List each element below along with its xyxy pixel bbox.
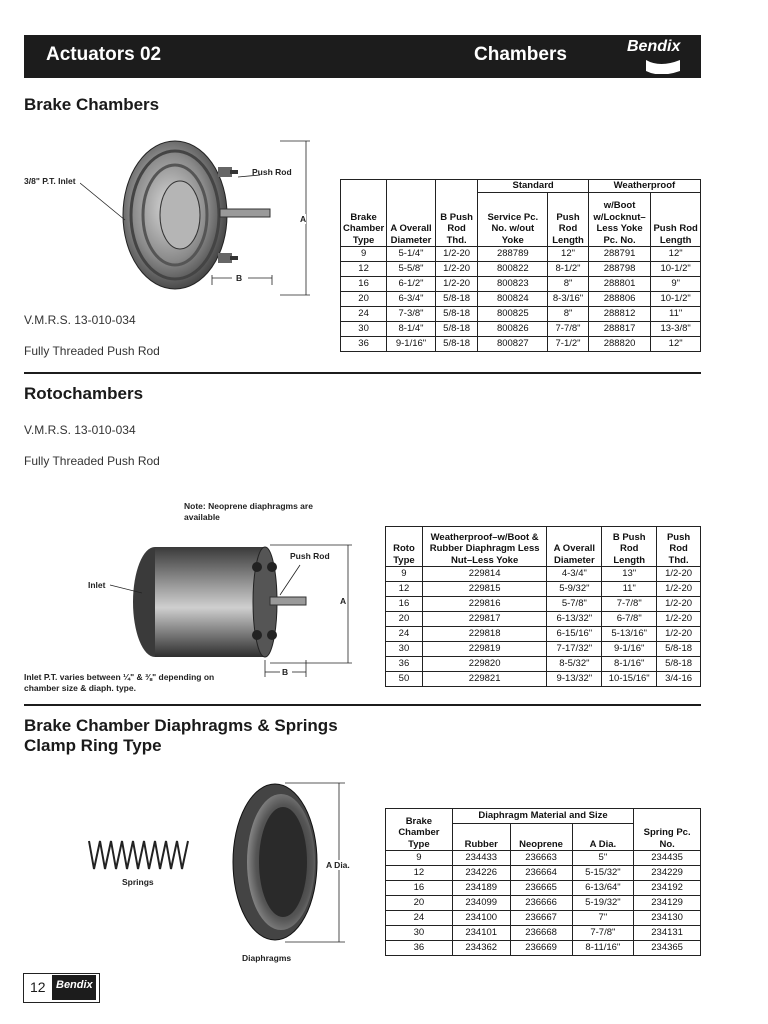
- table-cell: 236664: [510, 866, 572, 881]
- table-row: [341, 337, 701, 352]
- table-cell: 234229: [634, 866, 701, 881]
- table-cell: 7-7/8": [548, 322, 589, 337]
- table-row: [386, 657, 701, 672]
- dimension-b-label: B: [236, 273, 243, 283]
- table-cell: 234099: [452, 896, 510, 911]
- page-header: [24, 35, 701, 78]
- table-row: [386, 926, 701, 941]
- table-cell: 234189: [452, 881, 510, 896]
- table-cell: 1/2-20: [657, 627, 701, 642]
- table-cell: 229817: [422, 612, 547, 627]
- footer-logo-wordmark: Bendix: [56, 979, 93, 991]
- col-header: A Overall Diameter: [547, 527, 602, 567]
- table-cell: 10-15/16": [602, 672, 657, 687]
- table-cell: 234362: [452, 941, 510, 956]
- springs-label: Springs: [122, 877, 154, 887]
- table-cell: 10-1/2": [651, 262, 701, 277]
- table-cell: 236666: [510, 896, 572, 911]
- col-header: Push Rod Length: [548, 193, 589, 247]
- table-cell: 30: [386, 642, 423, 657]
- table-cell: 7": [572, 911, 634, 926]
- table-cell: 5-15/32": [572, 866, 634, 881]
- table-cell: 3/4-16: [657, 672, 701, 687]
- table-row: [386, 881, 701, 896]
- col-header: Brake Chamber Type: [386, 809, 453, 851]
- brake-chambers-heading: Brake Chambers: [24, 95, 160, 114]
- table-cell: 11": [651, 307, 701, 322]
- col-header: w/Boot w/Locknut– Less Yoke Pc. No.: [588, 193, 650, 247]
- table-row: [386, 642, 701, 657]
- col-header: A Overall Diameter: [387, 180, 436, 247]
- roto-dimension-b-label: B: [282, 667, 289, 677]
- col-header: Rubber: [452, 824, 510, 851]
- table-cell: 12": [651, 337, 701, 352]
- page-number: 12: [30, 979, 46, 995]
- table-cell: 234433: [452, 851, 510, 866]
- table-cell: 12: [341, 262, 387, 277]
- table-cell: 30: [341, 322, 387, 337]
- table-cell: 800825: [478, 307, 548, 322]
- table-cell: 234129: [634, 896, 701, 911]
- a-dia-label: A Dia.: [326, 860, 350, 870]
- table-cell: 5-7/8": [547, 597, 602, 612]
- col-header: Push Rod Thd.: [657, 527, 701, 567]
- brake-chambers-vmrs: V.M.R.S. 13-010-034: [24, 313, 136, 327]
- table-row: [386, 597, 701, 612]
- roto-dimension-a-label: A: [340, 596, 347, 606]
- section-divider: [24, 704, 701, 706]
- table-cell: 234435: [634, 851, 701, 866]
- table-cell: 6-13/32": [547, 612, 602, 627]
- table-cell: 5/8-18: [435, 337, 478, 352]
- table-cell: 234365: [634, 941, 701, 956]
- diaphragms-heading-line2: Clamp Ring Type: [24, 736, 162, 755]
- group-header-standard: Standard: [478, 180, 588, 193]
- inlet-size-note: Inlet P.T. varies between ¼" & ⅜" depending on chamber size & diaph. type.: [24, 672, 215, 693]
- table-cell: 236663: [510, 851, 572, 866]
- table-cell: 5/8-18: [435, 322, 478, 337]
- brake-chamber-photo: [80, 135, 320, 300]
- rotochambers-note: Fully Threaded Push Rod: [24, 454, 160, 468]
- table-cell: 229819: [422, 642, 547, 657]
- table-cell: 8-1/4": [387, 322, 436, 337]
- section-divider: [24, 372, 701, 374]
- table-row: [386, 627, 701, 642]
- table-cell: 7-1/2": [548, 337, 589, 352]
- table-row: [386, 567, 701, 582]
- table-cell: 800827: [478, 337, 548, 352]
- table-cell: 1/2-20: [657, 612, 701, 627]
- diaphragms-heading-line1: Brake Chamber Diaphragms & Springs: [24, 716, 338, 735]
- brake-chambers-note: Fully Threaded Push Rod: [24, 344, 160, 358]
- roto-inlet-label: Inlet: [88, 580, 106, 590]
- table-cell: 20: [386, 896, 453, 911]
- col-header: Spring Pc. No.: [634, 809, 701, 851]
- table-cell: 8-1/2": [548, 262, 589, 277]
- table-cell: 12": [651, 247, 701, 262]
- group-header-weatherproof: Weatherproof: [588, 180, 700, 193]
- table-cell: 5-1/4": [387, 247, 436, 262]
- table-row: [341, 262, 701, 277]
- table-cell: 16: [386, 597, 423, 612]
- table-cell: 6-15/16": [547, 627, 602, 642]
- table-cell: 229816: [422, 597, 547, 612]
- table-cell: 234100: [452, 911, 510, 926]
- table-cell: 12": [548, 247, 589, 262]
- table-cell: 20: [386, 612, 423, 627]
- diaphragms-heading: [24, 716, 338, 756]
- table-row: [341, 292, 701, 307]
- table-cell: 6-7/8": [602, 612, 657, 627]
- table-cell: 800826: [478, 322, 548, 337]
- table-cell: 13": [602, 567, 657, 582]
- table-cell: 234131: [634, 926, 701, 941]
- table-row: [341, 307, 701, 322]
- table-cell: 234130: [634, 911, 701, 926]
- table-cell: 9": [651, 277, 701, 292]
- table-cell: 288798: [588, 262, 650, 277]
- table-cell: 7-3/8": [387, 307, 436, 322]
- table-cell: 1/2-20: [435, 247, 478, 262]
- table-cell: 10-1/2": [651, 292, 701, 307]
- table-cell: 5/8-18: [657, 657, 701, 672]
- table-cell: 9-1/16": [387, 337, 436, 352]
- table-cell: 6-3/4": [387, 292, 436, 307]
- spring-photo: [85, 835, 195, 875]
- table-cell: 6-1/2": [387, 277, 436, 292]
- table-cell: 8-3/16": [548, 292, 589, 307]
- table-cell: 288801: [588, 277, 650, 292]
- table-cell: 800823: [478, 277, 548, 292]
- table-cell: 236665: [510, 881, 572, 896]
- table-cell: 800824: [478, 292, 548, 307]
- table-cell: 12: [386, 582, 423, 597]
- logo-wordmark: Bendix: [627, 38, 681, 55]
- table-cell: 229820: [422, 657, 547, 672]
- table-row: [341, 322, 701, 337]
- rotochambers-vmrs: V.M.R.S. 13-010-034: [24, 423, 136, 437]
- neoprene-note: Note: Neoprene diaphragms are available: [184, 501, 313, 522]
- table-cell: 5/8-18: [435, 307, 478, 322]
- table-cell: 36: [386, 657, 423, 672]
- table-row: [386, 612, 701, 627]
- col-header: Push Rod Length: [651, 193, 701, 247]
- col-header: Service Pc. No. w/out Yoke: [478, 193, 548, 247]
- table-cell: 288789: [478, 247, 548, 262]
- table-cell: 236668: [510, 926, 572, 941]
- table-cell: 12: [386, 866, 453, 881]
- table-cell: 229814: [422, 567, 547, 582]
- table-row: [386, 941, 701, 956]
- table-cell: 288806: [588, 292, 650, 307]
- table-cell: 5/8-18: [657, 642, 701, 657]
- table-cell: 30: [386, 926, 453, 941]
- table-cell: 8-11/16": [572, 941, 634, 956]
- brake-chambers-table: [340, 179, 701, 352]
- table-cell: 50: [386, 672, 423, 687]
- logo-swoosh-icon: [624, 38, 686, 74]
- category-title: Chambers: [474, 44, 567, 65]
- inlet-label: 3/8" P.T. Inlet: [24, 176, 76, 186]
- table-cell: 5-5/8": [387, 262, 436, 277]
- table-cell: 8-1/16": [602, 657, 657, 672]
- table-cell: 288791: [588, 247, 650, 262]
- table-cell: 24: [386, 627, 423, 642]
- col-header: B Push Rod Length: [602, 527, 657, 567]
- table-cell: 1/2-20: [657, 582, 701, 597]
- table-cell: 7-17/32": [547, 642, 602, 657]
- table-cell: 4-3/4": [547, 567, 602, 582]
- table-cell: 288817: [588, 322, 650, 337]
- table-cell: 229821: [422, 672, 547, 687]
- table-cell: 229815: [422, 582, 547, 597]
- table-cell: 288812: [588, 307, 650, 322]
- col-header: Roto Type: [386, 527, 423, 567]
- table-cell: 11": [602, 582, 657, 597]
- table-cell: 16: [386, 881, 453, 896]
- table-cell: 9: [341, 247, 387, 262]
- push-rod-label: Push Rod: [252, 167, 292, 177]
- col-header: Neoprene: [510, 824, 572, 851]
- footer-bendix-logo: [52, 975, 96, 1000]
- table-cell: 13-3/8": [651, 322, 701, 337]
- table-row: [341, 277, 701, 292]
- bendix-logo: [624, 38, 686, 74]
- table-cell: 234226: [452, 866, 510, 881]
- table-cell: 5": [572, 851, 634, 866]
- table-row: [386, 866, 701, 881]
- table-cell: 236669: [510, 941, 572, 956]
- table-cell: 234101: [452, 926, 510, 941]
- table-row: [386, 911, 701, 926]
- section-title: Actuators 02: [46, 44, 162, 65]
- table-cell: 5-9/32": [547, 582, 602, 597]
- table-cell: 1/2-20: [435, 262, 478, 277]
- table-row: [341, 247, 701, 262]
- group-header-material: Diaphragm Material and Size: [452, 809, 633, 824]
- table-cell: 8": [548, 277, 589, 292]
- table-cell: 229818: [422, 627, 547, 642]
- rotochambers-heading: Rotochambers: [24, 384, 144, 403]
- table-cell: 7-7/8": [602, 597, 657, 612]
- table-cell: 8-5/32": [547, 657, 602, 672]
- table-row: [386, 851, 701, 866]
- table-cell: 7-7/8": [572, 926, 634, 941]
- table-cell: 5-13/16": [602, 627, 657, 642]
- table-cell: 20: [341, 292, 387, 307]
- table-cell: 24: [386, 911, 453, 926]
- diaphragms-label: Diaphragms: [242, 953, 292, 963]
- col-header: B Push Rod Thd.: [435, 180, 478, 247]
- table-cell: 6-13/64": [572, 881, 634, 896]
- table-cell: 9: [386, 851, 453, 866]
- page-number-box: [23, 973, 100, 1003]
- table-cell: 1/2-20: [657, 597, 701, 612]
- table-cell: 234192: [634, 881, 701, 896]
- dimension-a-label: A: [300, 214, 307, 224]
- table-row: [386, 896, 701, 911]
- table-cell: 5-19/32": [572, 896, 634, 911]
- table-cell: 36: [386, 941, 453, 956]
- table-row: [386, 672, 701, 687]
- table-cell: 36: [341, 337, 387, 352]
- col-header: Weatherproof–w/Boot & Rubber Diaphragm Less Nut–Less Yoke: [422, 527, 547, 567]
- table-cell: 8": [548, 307, 589, 322]
- table-cell: 16: [341, 277, 387, 292]
- table-cell: 800822: [478, 262, 548, 277]
- table-cell: 24: [341, 307, 387, 322]
- col-header: A Dia.: [572, 824, 634, 851]
- table-cell: 9-1/16": [602, 642, 657, 657]
- table-cell: 9-13/32": [547, 672, 602, 687]
- table-row: [386, 582, 701, 597]
- table-cell: 288820: [588, 337, 650, 352]
- table-cell: 1/2-20: [657, 567, 701, 582]
- diaphragms-table: [385, 808, 701, 956]
- roto-push-rod-label: Push Rod: [290, 551, 330, 561]
- rotochambers-table: [385, 526, 701, 687]
- table-cell: 9: [386, 567, 423, 582]
- table-cell: 236667: [510, 911, 572, 926]
- table-cell: 5/8-18: [435, 292, 478, 307]
- table-cell: 1/2-20: [435, 277, 478, 292]
- col-header: Brake Chamber Type: [341, 180, 387, 247]
